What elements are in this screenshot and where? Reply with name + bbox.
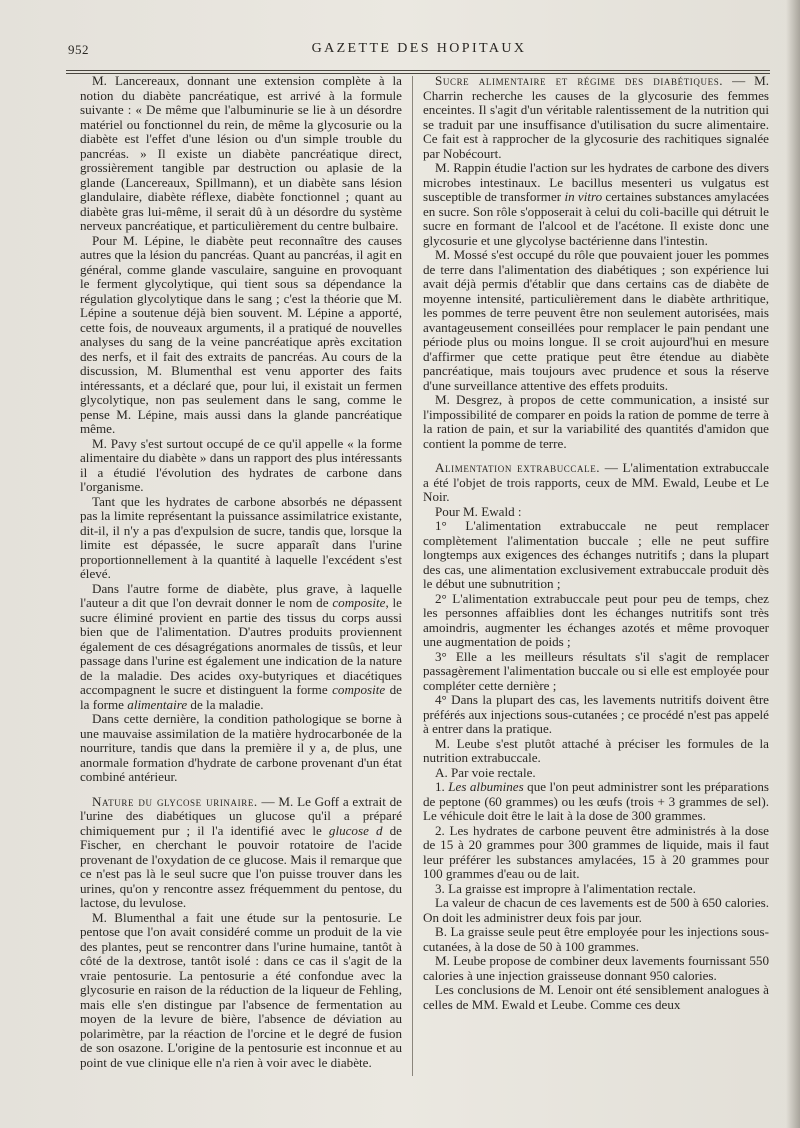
text-run: A. Par voie rectale.	[435, 764, 536, 780]
text-run: 2. Les hydrates de carbone peuvent être administrés à la dose de 15 à 20 grammes pour 300 grammes de liquide, mais il faut leur préférer les substances amylacées, 15 à 20 grammes pour 100 grammes d'eau ou de lait.	[423, 822, 769, 881]
text-run: 1.	[435, 779, 449, 794]
right-column	[423, 74, 769, 1012]
paragraph	[423, 780, 769, 824]
italic-text: in vitro	[564, 189, 603, 204]
paragraph	[423, 983, 769, 1012]
paragraph	[423, 824, 769, 882]
paragraph	[80, 582, 402, 713]
text-run: M. Rappin étudie l'action sur les hydrates de carbone des divers microbes intestinaux. Le bacillus mesenteri us vulgatus est susceptible de transformer	[423, 160, 769, 204]
text-run: La valeur de chacun de ces lavements est de 500 à 650 calories. On doit les administrer deux fois par jour.	[423, 895, 769, 925]
text-run: Dans cette dernière, la condition pathologique se borne à une mauvaise assimilation de la matière hydrocarbonée de la nourriture, tandis que dans la première il y a, de plus, une anormale formation d'hydrate de carbone provenant d'un état combiné antérieur.	[80, 711, 402, 784]
text-run: Dans l'autre forme de diabète, plus grave, à laquelle l'auteur a dit que l'on devrait donner le nom de	[80, 580, 402, 610]
text-run: Pour M. Ewald :	[435, 503, 522, 519]
text-run: M. Lancereaux, donnant une extension complète à la notion du diabète pancréatique, est arrivé à la formule suivante : « De même que l'albuminurie se lie à un désordre matériel ou fonctionnel du rein, de même la glycosurie ou la diabète est l'effet d'une lésion ou d'un simple trouble du pancréas. » Il existe un diabète pancréatique direct, grossièrement tangible par destruction ou aplasie de la glande (Lancereaux, Spillmann), et un diabète sans lésion glandulaire, diabète réflexe, diabète fonctionnel ; quant au diabète gras lui-même, il serait dû à un désordre du système nerveux pancréatique, et particulièrement du centre bulbaire.	[80, 73, 402, 233]
paragraph	[80, 495, 402, 582]
paragraph	[80, 74, 402, 234]
italic-text: Les albumines	[448, 779, 524, 794]
text-run: M. Leube s'est plutôt attaché à préciser les formules de la nutrition extrabuccale.	[423, 735, 769, 765]
italic-text: composite	[332, 682, 386, 697]
page-edge-shadow	[786, 0, 800, 1128]
paragraph	[80, 712, 402, 785]
text-run: que l'on peut administrer sont les préparations de peptone (60 grammes) ou les œufs (trois + 3 grammes de sel). Le véhicule doit être le lait à la dose de 300 grammes.	[423, 779, 770, 823]
section-heading: Sucre alimentaire et régime des diabétiques.	[435, 73, 724, 88]
paragraph	[423, 737, 769, 766]
text-run: — M. Charrin recherche les causes de la glycosurie des femmes enceintes. Il s'agit d'un véritable ralentissement de la nutrition qui se traduit par une insuffisance d'utilisation du sucre alimentaire. Ce fait est à rapprocher de la glycosurie des rachitiques signalée par Nobécourt.	[423, 73, 769, 161]
paragraph	[423, 896, 769, 925]
text-run: M. Blumenthal a fait une étude sur la pentosurie. Le pentose que l'on avait considéré comme un produit de la vie des plantes, peut se rencontrer dans l'urine humaine, tantôt à côté de la dextrose, tantôt isolé : dans ce cas il s'agit de la vraie pentosurie. La pentosurie a été confondue avec la glycosurie en raison de la réduction de la liqueur de Fehling, mais elle s'en distingue par l'absence de fermentation au moyen de la levure de bière, l'absence de déviation au polarimètre, par la réaction de l'orcine et le degré de fusion de son osazone. L'origine de la pentosurie est inconnue et au point de vue clinique elle n'a rien à voir avec le diabète.	[80, 909, 402, 1070]
text-run: 3° Elle a les meilleurs résultats s'il s'agit de remplacer passagèrement l'alimentation buccale ou si elle est employée pour compléter cette dernière ;	[423, 648, 769, 693]
paragraph	[423, 766, 769, 781]
text-run: Pour M. Lépine, le diabète peut reconnaître des causes autres que la lésion du pancréas. Quant au pancréas, il agit en général, comme glande vasculaire, sanguine en provoquant le ferment glycolytique, qui tient sous sa dépendance la régulation glycolytique dans le sang ; c'est la théorie que M. Lépine a soutenue déjà bien souvent. M. Lépine a apporté, cette fois, de nouveaux arguments, il a pratiqué de nouvelles analyses du sang de la veine pancréatique après excitation des nerfs, et il fait des extraits de pancréas. Au cours de la discussion, M. Blumenthal est venu apporter des faits intéressants, et a déclaré que, pour lui, il existait un fermen glycolytique, non pas seulement dans le sang, comme le pense M. Lépine, mais aussi dans la glande pancréatique même.	[80, 232, 402, 436]
text-run: Les conclusions de M. Lenoir ont été sensiblement analogues à celles de MM. Ewald et Leube. Comme ces deux	[423, 982, 769, 1012]
paragraph	[423, 74, 769, 161]
text-run: Tant que les hydrates de carbone absorbés ne dépassent pas la limite représentant la puissance assimilatrice existante, dit-il, il n'y a pas d'expulsion de sucre, tandis que, lorsque la limite est dépassée, le sucre apparaît dans l'urine proportionnellement à la quantité à laquelle l'excédent s'est élevé.	[80, 493, 402, 581]
text-run: 1° L'alimentation extrabuccale ne peut remplacer complètement l'alimentation buccale ; elle ne peut suffire longtemps aux exigences des échanges nutritifs ; dans la plupart des cas, une alimentation exclusivement extrabuccale produit dès le début une subnutrition ;	[423, 518, 769, 591]
text-run: M. Leube propose de combiner deux lavements fournissant 550 calories à une injection graisseuse donnant 950 calories.	[423, 953, 769, 983]
paragraph	[80, 437, 402, 495]
text-run: — L'alimentation extrabuccale a été l'objet de trois rapports, ceux de MM. Ewald, Leube et Le Noir.	[423, 460, 769, 504]
paragraph	[423, 650, 769, 694]
text-run: de la forme	[80, 682, 402, 712]
paragraph	[423, 954, 769, 983]
paragraph	[80, 795, 402, 911]
paragraph	[423, 248, 769, 393]
paragraph	[423, 592, 769, 650]
section-heading: Alimentation extrabuccale.	[435, 460, 601, 475]
paragraph	[423, 693, 769, 737]
text-run: M. Pavy s'est surtout occupé de ce qu'il appelle « la forme alimentaire du diabète » dans un rapport des plus intéressants il a étudié l'évolution des hydrates de carbone dans l'organisme.	[80, 435, 402, 494]
paragraph	[423, 461, 769, 505]
paragraph	[80, 911, 402, 1071]
text-run: certaines substances amylacées en sucre. Son rôle s'opposerait à celui du coli-bacille qui détruit le sucre en formant de l'alcool et de l'acétone. Il existe donc une glycosurie et une glycolyse bactérienne dans l'intestin.	[423, 189, 770, 248]
text-run: 4° Dans la plupart des cas, les lavements nutritifs doivent être préférés aux injections sous-cutanées ; ce procédé n'est pas appelé à entrer dans la pratique.	[423, 692, 769, 736]
paragraph	[80, 234, 402, 437]
running-title: GAZETTE DES HOPITAUX	[311, 41, 527, 56]
text-run: , le sucre éliminé provient en partie des tissus du corps aussi bien que de l'alimentation. D'autres produits proviennent également de ces désagrégations anormales de tissûs, et leur passage dans l'urine est également une indication de la nature de la maladie. Des acides oxy-butyriques et diacétiques accompagnent le sucre et distinguent la forme	[80, 595, 402, 697]
italic-text: alimentaire	[127, 696, 188, 712]
text-run: de la maladie.	[187, 696, 264, 712]
paragraph	[423, 519, 769, 592]
paragraph	[423, 925, 769, 954]
text-run: 3. La graisse est impropre à l'alimentation rectale.	[435, 880, 696, 896]
text-run: 2° L'alimentation extrabuccale peut pour peu de temps, chez les personnes affaiblies dont les échanges nutritifs sont très amoindris, augmenter les échanges azotés et même provoquer une augmentation de poids ;	[423, 590, 769, 649]
paragraph	[423, 393, 769, 451]
column-divider	[412, 76, 413, 1076]
italic-text: composite	[332, 595, 386, 610]
left-column	[80, 74, 402, 1070]
text-run: M. Desgrez, à propos de cette communication, a insisté sur l'impossibilité de comparer en poids la ration de pomme de terre à la ration de pain, et sur la variabilité des quantités d'amidon que contient la pomme de terre.	[423, 392, 769, 451]
paragraph	[423, 505, 769, 520]
page-number: 952	[68, 42, 89, 57]
paragraph	[423, 882, 769, 897]
text-run: M. Mossé s'est occupé du rôle que pouvaient jouer les pommes de terre dans l'alimentation des diabétiques ; son expérience lui avait déjà permis d'établir que dans certains cas de diabète de moyenne intensité, particulièrement dans le diabète arthritique, les pommes de terre peuvent être non seulement autorisées, mais avantageusement conseillées pour remplacer le pain pendant une période plus ou moins longue. Il se croit aujourd'hui en mesure d'affirmer que cette pratique peut être étendue au diabète pancréatique, mais toujours avec prudence et sous la réserve d'une surveillance attentive des effets produits.	[423, 247, 769, 393]
paragraph	[423, 161, 769, 248]
page-header	[60, 38, 778, 58]
text-run: de Fischer, en cherchant le pouvoir rotatoire de l'acide provenant de l'oxydation de ce glucose. Mais il remarque que ce n'est pas là le seul sucre que l'on puisse trouver dans les urines, qu'on y rencontre assez fréquemment du pentose, du lactose, du levulose.	[80, 822, 402, 910]
section-heading: Nature du glycose urinaire.	[92, 793, 258, 809]
text-run: — M. Le Goff a extrait de l'urine des diabétiques un glucose qu'il a préparé chimiquement pur ; il l'a identifié avec le	[80, 793, 402, 838]
italic-text: glucose d	[328, 822, 383, 838]
text-run: B. La graisse seule peut être employée pour les injections sous-cutanées, à la dose de 50 à 100 grammes.	[423, 924, 769, 954]
